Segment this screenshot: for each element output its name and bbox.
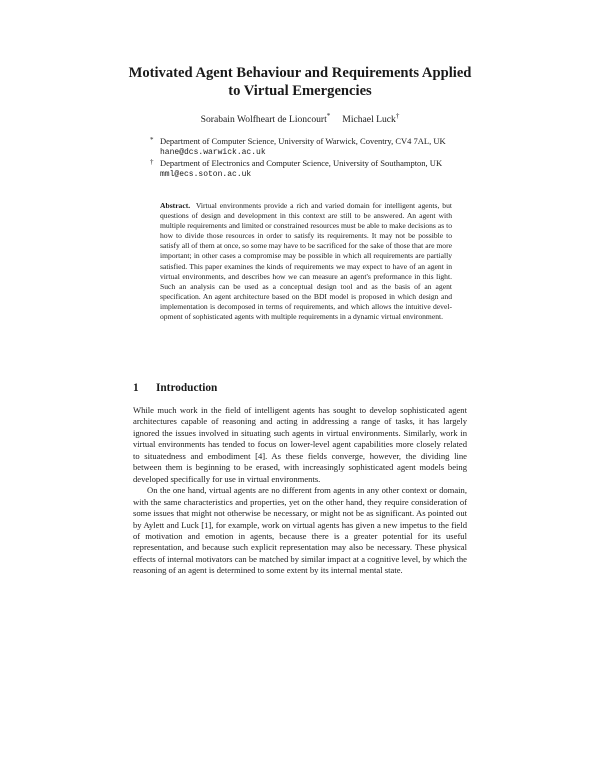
author-list [100, 112, 500, 125]
author-mark: * [326, 112, 331, 120]
section-heading [133, 382, 217, 394]
affiliation-mark: † [150, 158, 154, 166]
paper-title [100, 64, 500, 100]
affiliation [150, 136, 480, 158]
body-paragraph: On the one hand, virtual agents are no different from agents in any other context or domain, with the same characteristics and properties, yet on the other hand, they require consideration of some issues that might not otherwise be necessary, or might not be as significant. As pointed out by Aylett and Luck [1], for example, work on virtual agents has given a new impetus to the field of motivation and emotion in agents, because there is a greater potential for its useful representation, and because such explicit representation may also be necessary. These physical effects of internal motivators can be matched by similar impact at a cognitive level, by which the reasoning of an agent is determined to some extent by its internal mental state. [133, 485, 467, 576]
affiliation [150, 158, 480, 180]
affiliation-text: Department of Computer Science, University of Warwick, Coventry, CV4 7AL, UK [160, 136, 446, 146]
body-paragraph: While much work in the field of intelligent agents has sought to develop sophisticated agent architectures capable of reasoning and acting in addressing a range of tasks, it has largely ignored the issues involved in situating such agents in virtual environments. Similarly, work in virtual environments has tended to focus on lower-level agent capabilities more closely related to situatedness and embodiment [4]. As these fields converge, however, the dividing line between them is beginning to be erased, with increasingly sophisticated agent models being developed specifically for use in virtual environments. [133, 405, 467, 484]
affiliation-mark: * [150, 136, 154, 144]
author-name: Sorabain Wolfheart de Lioncourt [200, 114, 327, 126]
title-line-1: Motivated Agent Behaviour and Requirements Applied [128, 65, 472, 81]
affiliation-email: mml@ecs.soton.ac.uk [160, 170, 252, 179]
abstract [160, 201, 452, 322]
body-text [133, 405, 467, 577]
section-title: Introduction [156, 382, 218, 394]
affiliation-text: Department of Electronics and Computer Science, University of Southampton, UK [160, 158, 443, 168]
affiliation-email: hane@dcs.warwick.ac.uk [160, 148, 266, 157]
author-name: Michael Luck [342, 114, 396, 126]
affiliation-list [150, 136, 480, 180]
author-mark: † [395, 112, 400, 120]
abstract-label: Abstract. [160, 201, 191, 210]
abstract-text: Virtual environments provide a rich and varied domain for intelligent agents, but questions of design and development in this context are still to be answered. An agent with multiple requirements and limited or constrained resources must be able to make decisions as to how to divide those resources in order to satisfy its requirements. It may not be possible to satisfy all of them at once, so some may have to be sacrificed for the sake of those that are more important; in other cases a compromise may be possible in which all requirements are partially satisfied. This paper examines the kinds of requirements we may expect to have of an agent in virtual environments, and describes how we can measure an agent's preformance in this light. Such an analysis can be used as a conceptual design tool and as the basis of an agent specification. An agent architecture based on the BDI model is proposed in which design and implementation is decomposed in terms of requirements, and which allows the intuitive development of sophisticated agents with multiple requirements in a dynamic virtual environment. [160, 201, 452, 322]
title-line-2: to Virtual Emergencies [228, 83, 372, 99]
section-number: 1 [133, 382, 139, 394]
